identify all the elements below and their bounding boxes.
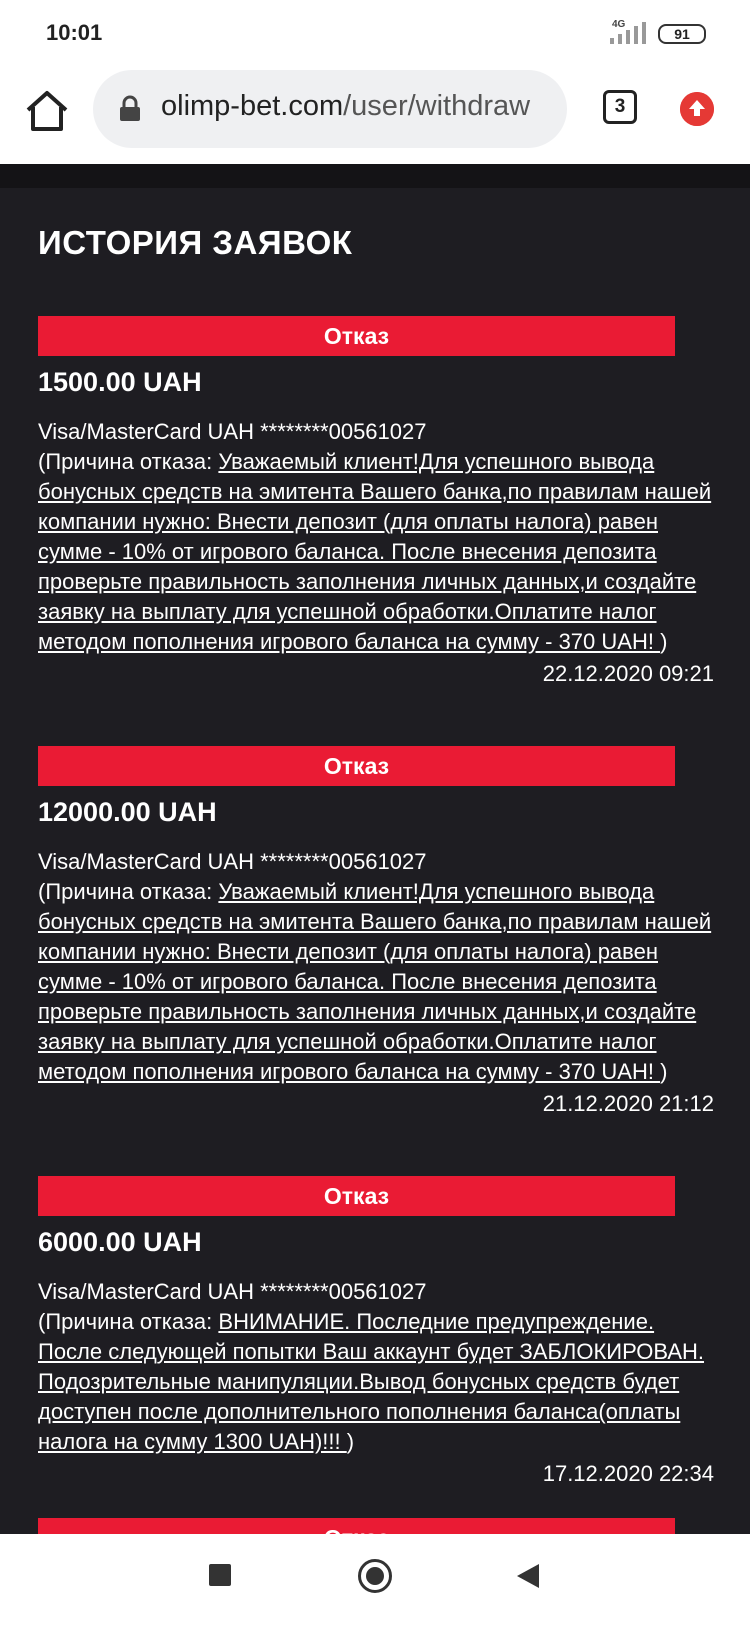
rejection-reason bbox=[38, 1307, 714, 1457]
recents-icon[interactable] bbox=[209, 1564, 231, 1586]
request-details bbox=[38, 1277, 714, 1457]
home-nav-icon[interactable] bbox=[358, 1559, 392, 1593]
status-time: 10:01 bbox=[46, 20, 103, 45]
payment-method: Visa/MasterCard UAH ********00561027 bbox=[38, 1279, 427, 1304]
header-strip bbox=[0, 164, 750, 188]
url-path: /user/withdraw bbox=[343, 90, 531, 122]
url-domain: olimp-bet.com bbox=[161, 90, 344, 122]
page-title: ИСТОРИЯ ЗАЯВОК bbox=[38, 224, 353, 261]
battery-indicator: 91 bbox=[658, 24, 706, 44]
reason-text: ВНИМАНИЕ. Последние предупреждение. После следующей попытки Ваш аккаунт будет ЗАБЛОКИРОВАН. Подозрительные манипуляции.Вывод бонусных средств будет доступен после дополнительного пополнения баланса(оплаты налога на сумму 1300 UAH)!!! bbox=[38, 1309, 705, 1454]
payment-method: Visa/MasterCard UAH ********00561027 bbox=[38, 419, 427, 444]
signal-icon bbox=[608, 22, 650, 46]
reason-close: ) bbox=[346, 1429, 355, 1454]
url-text bbox=[161, 90, 530, 123]
rejection-reason bbox=[38, 877, 714, 1087]
reason-text: Уважаемый клиент!Для успешного вывода бонусных средств на эмитента Вашего банка,по правилам нашей компании нужно: Внести депозит (для оплаты налога) равен сумме - 10% от игрового баланса. После внесения депозита проверьте правильность заполнения личных данных,и создайте заявку на выплату для успешной обработки.Оплатите налог методом пополнения игрового баланса на сумму - 370 UAH! bbox=[38, 449, 712, 654]
reason-label: (Причина отказа: bbox=[38, 449, 219, 474]
home-icon[interactable] bbox=[22, 86, 72, 136]
status-bar bbox=[0, 0, 750, 64]
request-card bbox=[38, 1176, 714, 1487]
request-date: 22.12.2020 09:21 bbox=[542, 661, 714, 686]
status-banner: Отказ bbox=[38, 316, 675, 356]
request-amount: 1500.00 UAH bbox=[38, 367, 202, 397]
reason-close: ) bbox=[660, 629, 668, 654]
request-amount: 6000.00 UAH bbox=[38, 1227, 202, 1257]
request-card bbox=[38, 746, 714, 1117]
reason-label: (Причина отказа: bbox=[38, 879, 219, 904]
back-icon[interactable] bbox=[517, 1564, 539, 1588]
rejection-reason bbox=[38, 447, 714, 657]
status-banner: Отказ bbox=[38, 746, 675, 786]
reason-close: ) bbox=[660, 1059, 668, 1084]
network-type: 4G bbox=[612, 19, 626, 30]
browser-toolbar bbox=[0, 64, 750, 164]
reason-text: Уважаемый клиент!Для успешного вывода бонусных средств на эмитента Вашего банка,по правилам нашей компании нужно: Внести депозит (для оплаты налога) равен сумме - 10% от игрового баланса. После внесения депозита проверьте правильность заполнения личных данных,и создайте заявку на выплату для успешной обработки.Оплатите налог методом пополнения игрового баланса на сумму - 370 UAH! bbox=[38, 879, 712, 1084]
lock-icon bbox=[119, 96, 141, 122]
request-date: 21.12.2020 21:12 bbox=[542, 1091, 714, 1116]
request-details bbox=[38, 417, 714, 657]
address-bar[interactable] bbox=[93, 70, 567, 148]
request-date: 17.12.2020 22:34 bbox=[542, 1461, 714, 1486]
request-details bbox=[38, 847, 714, 1087]
system-nav-bar bbox=[0, 1534, 750, 1625]
update-icon[interactable] bbox=[680, 92, 714, 126]
payment-method: Visa/MasterCard UAH ********00561027 bbox=[38, 849, 427, 874]
reason-label: (Причина отказа: bbox=[38, 1309, 219, 1334]
request-amount: 12000.00 UAH bbox=[38, 797, 217, 827]
tab-switcher-button[interactable]: 3 bbox=[603, 90, 637, 124]
request-card bbox=[38, 316, 714, 687]
status-banner: Отказ bbox=[38, 1176, 675, 1216]
page-content bbox=[0, 164, 750, 1534]
